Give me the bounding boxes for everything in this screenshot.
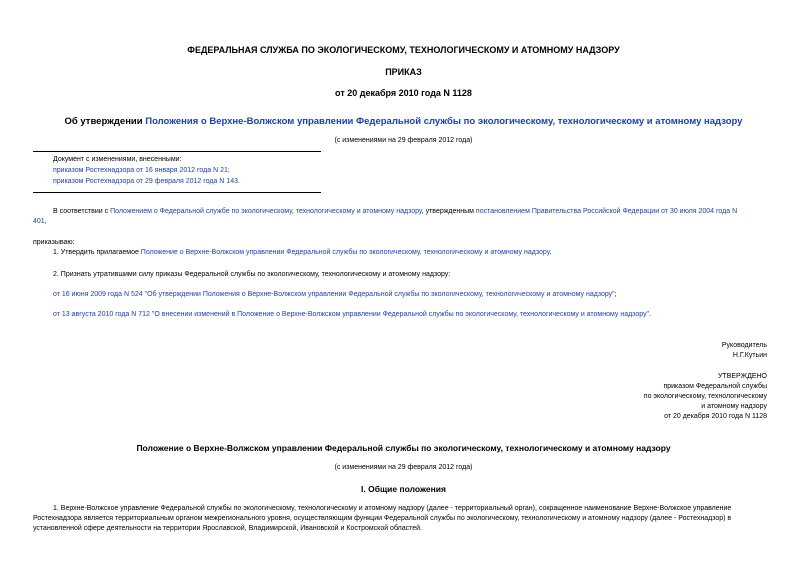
changes-note: (с изменениями на 29 февраля 2012 года)	[334, 137, 473, 144]
order-title	[0, 116, 807, 127]
changes-link-2[interactable]: приказом Ростехнадзора от 29 февраля 2012 года N 143.	[53, 178, 240, 185]
approved-line-1: приказом Федеральной службы	[663, 383, 767, 390]
preamble-link-2-cont[interactable]: 401	[33, 218, 45, 225]
signature-name: Н.Г.Кутьин	[732, 352, 767, 359]
repealed-1	[53, 290, 617, 300]
preamble-link-2[interactable]: постановлением Правительства Российской Федерации от 30 июля 2004 года N	[475, 208, 738, 215]
preamble-text-1: В соответствии с	[53, 208, 111, 215]
title-prefix: Об утверждении	[64, 116, 146, 127]
approved-label: УТВЕРЖДЕНО	[717, 373, 767, 380]
section-title: I. Общие положения	[361, 484, 446, 494]
item-2: 2. Признать утратившими силу приказы Федеральной службы по экологическому, технологическому и атомному надзору:	[53, 271, 451, 278]
item-1-link[interactable]: Положение о Верхне-Волжском управлении Федеральной службы по экологическому, технологическому и атомному надзору	[140, 249, 550, 256]
regulation-changes-note: (с изменениями на 29 февраля 2012 года)	[334, 464, 473, 471]
item-1-text: 1. Утвердить прилагаемое	[53, 249, 141, 256]
para1-line-3: установленной сфере деятельности на территории Ярославской, Владимирской, Ивановской и Костромской областей.	[33, 525, 423, 532]
signature-role: Руководитель	[721, 342, 767, 349]
repealed-2	[53, 310, 651, 320]
para1-line-1: 1. Верхне-Волжское управление Федеральной службы по экологическому, технологическому и атомному надзору (далее - территориальный орган), сокращенное наименование Верхне-Волжское управление	[53, 505, 732, 512]
regulation-title: Положение о Верхне-Волжском управлении Федеральной службы по экологическому, технологическому и атомному надзору	[136, 443, 671, 453]
approved-line-4: от 20 декабря 2010 года N 1128	[664, 413, 767, 420]
repealed-link-1[interactable]: от 16 июня 2009 года N 524 "Об утверждении Положения о Верхне-Волжском управлении Федеральной службы по экологическому, технологическому и атомному надзору"	[53, 291, 615, 298]
agency-heading: ФЕДЕРАЛЬНАЯ СЛУЖБА ПО ЭКОЛОГИЧЕСКОМУ, ТЕХНОЛОГИЧЕСКОМУ И АТОМНОМУ НАДЗОРУ	[187, 45, 620, 55]
changes-box-top-rule	[33, 151, 321, 152]
prikazyvayu: приказываю:	[33, 239, 75, 246]
changes-box-heading: Документ с изменениями, внесенными:	[53, 156, 182, 163]
item-1	[53, 248, 551, 258]
preamble-text-3: ,	[44, 218, 47, 225]
approved-line-2: по экологическому, технологическому	[643, 393, 767, 400]
preamble-line-1	[53, 207, 737, 217]
para1-line-2: Ростехнадзора является территориальным органом межрегионального уровня, осуществляющим функции Федеральной службы по экологическому, технологическому и атомному надзору (далее - Ростехнадзор) в	[33, 515, 732, 522]
date-number-heading: от 20 декабря 2010 года N 1128	[335, 88, 472, 98]
repealed-end-2: .	[649, 311, 651, 318]
repealed-end-1: ;	[614, 291, 617, 298]
preamble-link-1[interactable]: Положением о Федеральной службе по экологическому, технологическому и атомному надзору	[110, 208, 422, 215]
preamble-line-2	[33, 217, 47, 227]
preamble-text-2: , утвержденным	[421, 208, 476, 215]
item-1-end: .	[549, 249, 552, 256]
changes-box-bottom-rule	[33, 192, 321, 193]
approved-line-3: и атомному надзору	[701, 403, 767, 410]
changes-link-1[interactable]: приказом Ростехнадзора от 16 января 2012 года N 21;	[53, 167, 230, 174]
doc-type-heading: ПРИКАЗ	[385, 67, 422, 77]
title-regulation-link[interactable]: Положения о Верхне-Волжском управлении Федеральной службы по экологическому, технологическому и атомному надзору	[145, 116, 743, 127]
repealed-link-2[interactable]: от 13 августа 2010 года N 712 "О внесении изменений в Положение о Верхне-Волжском управлении Федеральной службы по экологическому, технологическому и атомному надзору"	[53, 311, 650, 318]
